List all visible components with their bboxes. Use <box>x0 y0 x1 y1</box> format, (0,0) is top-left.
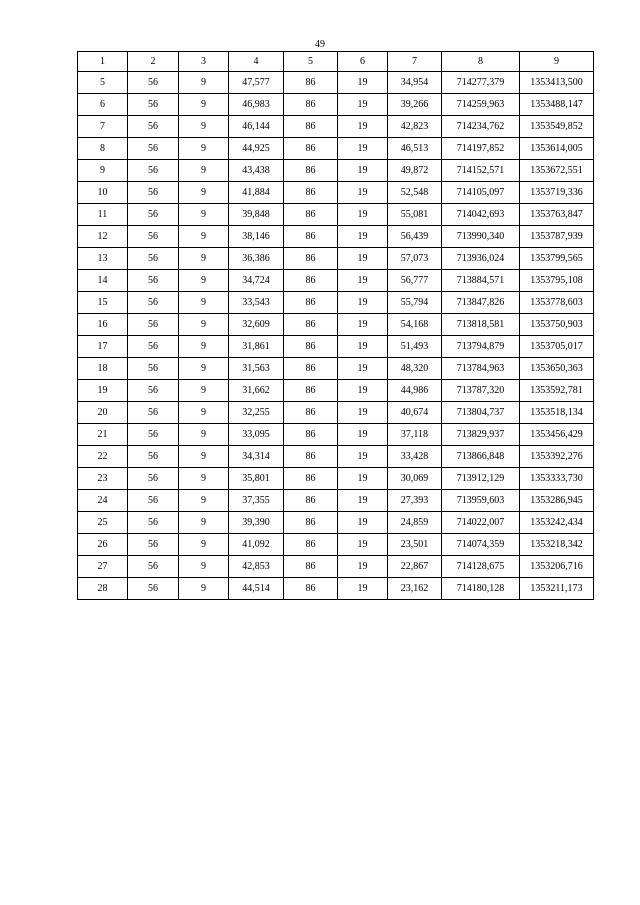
table-cell: 31,861 <box>229 336 284 358</box>
table-cell: 86 <box>284 72 338 94</box>
table-cell: 26 <box>78 534 128 556</box>
table-row <box>78 446 594 468</box>
table-cell: 86 <box>284 534 338 556</box>
table-cell: 19 <box>338 314 388 336</box>
table-cell: 714128,675 <box>442 556 520 578</box>
table-cell: 9 <box>179 424 229 446</box>
table-cell: 44,925 <box>229 138 284 160</box>
table-cell: 56 <box>128 402 179 424</box>
table-cell: 714022,007 <box>442 512 520 534</box>
table-cell: 49,872 <box>388 160 442 182</box>
table-cell: 56 <box>128 490 179 512</box>
table-cell: 9 <box>179 336 229 358</box>
table-cell: 7 <box>78 116 128 138</box>
table-cell: 1353456,429 <box>520 424 594 446</box>
table-cell: 713959,603 <box>442 490 520 512</box>
table-cell: 20 <box>78 402 128 424</box>
table-row <box>78 314 594 336</box>
table-cell: 713794,879 <box>442 336 520 358</box>
table-cell: 714197,852 <box>442 138 520 160</box>
table-cell: 56 <box>128 314 179 336</box>
table-cell: 713818,581 <box>442 314 520 336</box>
table-cell: 713990,340 <box>442 226 520 248</box>
table-cell: 1353795,108 <box>520 270 594 292</box>
table-cell: 19 <box>78 380 128 402</box>
table-cell: 33,543 <box>229 292 284 314</box>
table-cell: 56 <box>128 72 179 94</box>
table-cell: 86 <box>284 182 338 204</box>
table-cell: 714259,963 <box>442 94 520 116</box>
table-cell: 19 <box>338 490 388 512</box>
table-cell: 9 <box>179 490 229 512</box>
table-cell: 27,393 <box>388 490 442 512</box>
table-cell: 39,266 <box>388 94 442 116</box>
table-cell: 32,609 <box>229 314 284 336</box>
table-cell: 1353614,005 <box>520 138 594 160</box>
table-cell: 19 <box>338 380 388 402</box>
table-row <box>78 402 594 424</box>
table-cell: 19 <box>338 72 388 94</box>
table-row <box>78 468 594 490</box>
table-cell: 19 <box>338 116 388 138</box>
table-cell: 86 <box>284 204 338 226</box>
table-cell: 51,493 <box>388 336 442 358</box>
table-cell: 56 <box>128 270 179 292</box>
table-cell: 41,884 <box>229 182 284 204</box>
table-cell: 1353778,603 <box>520 292 594 314</box>
table-cell: 86 <box>284 402 338 424</box>
table-cell: 9 <box>179 314 229 336</box>
table-cell: 56 <box>128 358 179 380</box>
table-cell: 86 <box>284 226 338 248</box>
table-cell: 86 <box>284 380 338 402</box>
table-header-row <box>78 52 594 72</box>
table-cell: 1353705,017 <box>520 336 594 358</box>
table-cell: 22 <box>78 446 128 468</box>
table-cell: 9 <box>179 358 229 380</box>
table-cell: 37,118 <box>388 424 442 446</box>
table-cell: 36,386 <box>229 248 284 270</box>
table-row <box>78 336 594 358</box>
table-cell: 22,867 <box>388 556 442 578</box>
table-cell: 34,954 <box>388 72 442 94</box>
table-cell: 1353719,336 <box>520 182 594 204</box>
table-cell: 19 <box>338 226 388 248</box>
table-cell: 46,983 <box>229 94 284 116</box>
table-cell: 19 <box>338 402 388 424</box>
table-cell: 1353211,173 <box>520 578 594 600</box>
table-cell: 9 <box>179 270 229 292</box>
table-cell: 9 <box>179 94 229 116</box>
table-cell: 11 <box>78 204 128 226</box>
table-cell: 56 <box>128 292 179 314</box>
table-cell: 1353392,276 <box>520 446 594 468</box>
table-row <box>78 578 594 600</box>
table-cell: 86 <box>284 512 338 534</box>
table-cell: 15 <box>78 292 128 314</box>
table-cell: 44,514 <box>229 578 284 600</box>
table-cell: 714074,359 <box>442 534 520 556</box>
table-cell: 39,848 <box>229 204 284 226</box>
table-cell: 46,144 <box>229 116 284 138</box>
column-header-4: 4 <box>229 52 284 72</box>
table-cell: 1353286,945 <box>520 490 594 512</box>
table-cell: 56 <box>128 556 179 578</box>
table-cell: 9 <box>179 116 229 138</box>
table-cell: 55,081 <box>388 204 442 226</box>
table-row <box>78 226 594 248</box>
table-cell: 9 <box>179 402 229 424</box>
table-cell: 713784,963 <box>442 358 520 380</box>
table-cell: 714042,693 <box>442 204 520 226</box>
table-cell: 9 <box>179 534 229 556</box>
table-cell: 19 <box>338 336 388 358</box>
column-header-1: 1 <box>78 52 128 72</box>
table-cell: 19 <box>338 248 388 270</box>
table-cell: 86 <box>284 292 338 314</box>
table-cell: 1353787,939 <box>520 226 594 248</box>
table-cell: 9 <box>78 160 128 182</box>
table-cell: 8 <box>78 138 128 160</box>
table-cell: 86 <box>284 336 338 358</box>
table-cell: 86 <box>284 468 338 490</box>
table-cell: 16 <box>78 314 128 336</box>
table-cell: 1353333,730 <box>520 468 594 490</box>
table-cell: 12 <box>78 226 128 248</box>
table-cell: 713804,737 <box>442 402 520 424</box>
table-cell: 1353488,147 <box>520 94 594 116</box>
table-cell: 42,823 <box>388 116 442 138</box>
table-cell: 18 <box>78 358 128 380</box>
column-header-7: 7 <box>388 52 442 72</box>
table-cell: 86 <box>284 270 338 292</box>
table-cell: 1353799,565 <box>520 248 594 270</box>
table-cell: 19 <box>338 512 388 534</box>
table-row <box>78 512 594 534</box>
table-cell: 23,501 <box>388 534 442 556</box>
column-header-8: 8 <box>442 52 520 72</box>
table-cell: 86 <box>284 446 338 468</box>
table-cell: 46,513 <box>388 138 442 160</box>
table-cell: 86 <box>284 556 338 578</box>
table-cell: 56 <box>128 182 179 204</box>
table-cell: 13 <box>78 248 128 270</box>
table-cell: 19 <box>338 138 388 160</box>
table-cell: 56 <box>128 534 179 556</box>
table-cell: 86 <box>284 116 338 138</box>
table-row <box>78 292 594 314</box>
table-cell: 52,548 <box>388 182 442 204</box>
table-cell: 713912,129 <box>442 468 520 490</box>
column-header-2: 2 <box>128 52 179 72</box>
table-cell: 714180,128 <box>442 578 520 600</box>
table-cell: 37,355 <box>229 490 284 512</box>
page-number: 49 <box>315 39 325 50</box>
table-cell: 1353413,500 <box>520 72 594 94</box>
table-cell: 19 <box>338 94 388 116</box>
table-cell: 86 <box>284 424 338 446</box>
table-cell: 47,577 <box>229 72 284 94</box>
table-cell: 19 <box>338 446 388 468</box>
table-row <box>78 72 594 94</box>
table-cell: 56 <box>128 116 179 138</box>
table-cell: 1353242,434 <box>520 512 594 534</box>
table-cell: 9 <box>179 182 229 204</box>
table-cell: 19 <box>338 182 388 204</box>
table-cell: 57,073 <box>388 248 442 270</box>
table-row <box>78 94 594 116</box>
table-cell: 56 <box>128 160 179 182</box>
table-cell: 56 <box>128 248 179 270</box>
table-cell: 19 <box>338 160 388 182</box>
table-cell: 56 <box>128 204 179 226</box>
table-cell: 714105,097 <box>442 182 520 204</box>
table-cell: 56 <box>128 138 179 160</box>
table-cell: 40,674 <box>388 402 442 424</box>
table-row <box>78 380 594 402</box>
column-header-6: 6 <box>338 52 388 72</box>
table-row <box>78 270 594 292</box>
table-cell: 714234,762 <box>442 116 520 138</box>
table-cell: 32,255 <box>229 402 284 424</box>
table-cell: 17 <box>78 336 128 358</box>
table-cell: 6 <box>78 94 128 116</box>
table-cell: 86 <box>284 578 338 600</box>
table-cell: 19 <box>338 358 388 380</box>
table-cell: 27 <box>78 556 128 578</box>
table-cell: 23,162 <box>388 578 442 600</box>
table-cell: 9 <box>179 468 229 490</box>
table-cell: 24,859 <box>388 512 442 534</box>
table-cell: 33,428 <box>388 446 442 468</box>
table-cell: 1353206,716 <box>520 556 594 578</box>
table-cell: 9 <box>179 292 229 314</box>
table-cell: 9 <box>179 248 229 270</box>
table-cell: 9 <box>179 204 229 226</box>
column-header-3: 3 <box>179 52 229 72</box>
table-cell: 9 <box>179 380 229 402</box>
table-cell: 86 <box>284 138 338 160</box>
table-cell: 86 <box>284 490 338 512</box>
table-row <box>78 358 594 380</box>
table-row <box>78 204 594 226</box>
table-cell: 713829,937 <box>442 424 520 446</box>
table-cell: 56,777 <box>388 270 442 292</box>
table-cell: 55,794 <box>388 292 442 314</box>
column-header-5: 5 <box>284 52 338 72</box>
table-cell: 5 <box>78 72 128 94</box>
table-cell: 23 <box>78 468 128 490</box>
table-row <box>78 534 594 556</box>
table-cell: 713866,848 <box>442 446 520 468</box>
table-cell: 10 <box>78 182 128 204</box>
table-cell: 34,724 <box>229 270 284 292</box>
table-cell: 21 <box>78 424 128 446</box>
table-cell: 56 <box>128 424 179 446</box>
table-cell: 19 <box>338 270 388 292</box>
table-cell: 35,801 <box>229 468 284 490</box>
table-cell: 24 <box>78 490 128 512</box>
table-cell: 9 <box>179 556 229 578</box>
table-cell: 54,168 <box>388 314 442 336</box>
table-cell: 713936,024 <box>442 248 520 270</box>
table-cell: 48,320 <box>388 358 442 380</box>
table-cell: 714152,571 <box>442 160 520 182</box>
table-cell: 1353592,781 <box>520 380 594 402</box>
table-cell: 86 <box>284 314 338 336</box>
table-cell: 44,986 <box>388 380 442 402</box>
table-cell: 56 <box>128 578 179 600</box>
table-cell: 9 <box>179 226 229 248</box>
table-row <box>78 160 594 182</box>
table-row <box>78 248 594 270</box>
table-cell: 56,439 <box>388 226 442 248</box>
table-cell: 56 <box>128 94 179 116</box>
table-row <box>78 116 594 138</box>
table-cell: 14 <box>78 270 128 292</box>
table-cell: 38,146 <box>229 226 284 248</box>
table-cell: 56 <box>128 226 179 248</box>
table-cell: 31,662 <box>229 380 284 402</box>
table-cell: 33,095 <box>229 424 284 446</box>
table-cell: 1353650,363 <box>520 358 594 380</box>
table-cell: 25 <box>78 512 128 534</box>
table-cell: 1353518,134 <box>520 402 594 424</box>
table-cell: 86 <box>284 358 338 380</box>
table-cell: 43,438 <box>229 160 284 182</box>
table-cell: 42,853 <box>229 556 284 578</box>
table-cell: 86 <box>284 160 338 182</box>
table-cell: 86 <box>284 94 338 116</box>
table-cell: 19 <box>338 204 388 226</box>
table-cell: 1353218,342 <box>520 534 594 556</box>
table-cell: 1353750,903 <box>520 314 594 336</box>
table-cell: 9 <box>179 72 229 94</box>
table-cell: 56 <box>128 380 179 402</box>
table-cell: 56 <box>128 336 179 358</box>
table-cell: 30,069 <box>388 468 442 490</box>
table-cell: 56 <box>128 468 179 490</box>
table-cell: 19 <box>338 292 388 314</box>
table-cell: 9 <box>179 160 229 182</box>
table-cell: 39,390 <box>229 512 284 534</box>
data-table <box>77 51 594 600</box>
table-cell: 1353763,847 <box>520 204 594 226</box>
table-cell: 713847,826 <box>442 292 520 314</box>
table-cell: 19 <box>338 578 388 600</box>
table-row <box>78 182 594 204</box>
table-cell: 9 <box>179 138 229 160</box>
table-cell: 19 <box>338 468 388 490</box>
table-row <box>78 424 594 446</box>
table-row <box>78 138 594 160</box>
table-body <box>78 72 594 600</box>
table-row <box>78 556 594 578</box>
column-header-9: 9 <box>520 52 594 72</box>
table-cell: 9 <box>179 578 229 600</box>
table-cell: 41,092 <box>229 534 284 556</box>
table-cell: 34,314 <box>229 446 284 468</box>
table-cell: 56 <box>128 512 179 534</box>
table-cell: 713884,571 <box>442 270 520 292</box>
table-cell: 713787,320 <box>442 380 520 402</box>
table-cell: 19 <box>338 424 388 446</box>
table-cell: 19 <box>338 534 388 556</box>
table-cell: 31,563 <box>229 358 284 380</box>
table-cell: 1353672,551 <box>520 160 594 182</box>
table-cell: 714277,379 <box>442 72 520 94</box>
table-cell: 19 <box>338 556 388 578</box>
table-row <box>78 490 594 512</box>
table-cell: 9 <box>179 512 229 534</box>
table-cell: 86 <box>284 248 338 270</box>
table-cell: 1353549,852 <box>520 116 594 138</box>
table-cell: 9 <box>179 446 229 468</box>
table-cell: 28 <box>78 578 128 600</box>
table-cell: 56 <box>128 446 179 468</box>
